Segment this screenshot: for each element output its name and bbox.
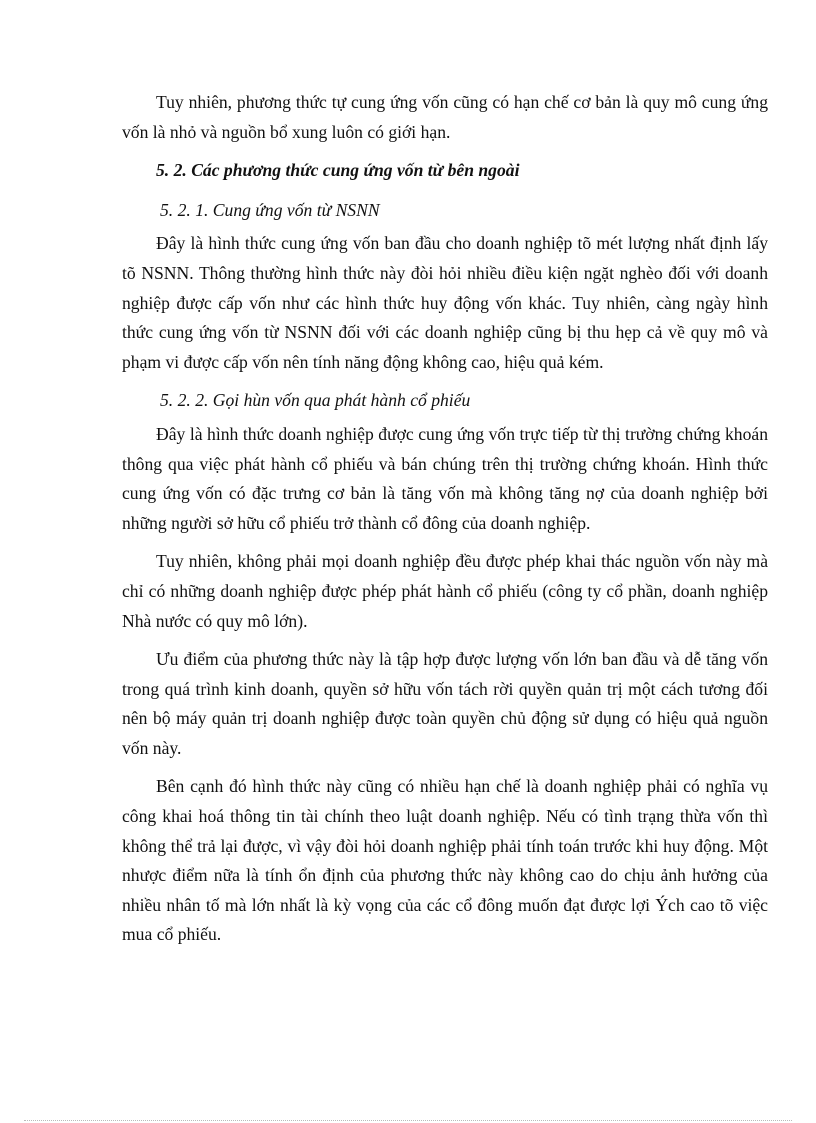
paragraph: Bên cạnh đó hình thức này cũng có nhiều hạn chế là doanh nghiệp phải có nghĩa vụ công khai hoá thông tin tài chính theo luật doanh nghiệp. Nếu có tình trạng thừa vốn thì không thể trả lại được, vì vậy đòi hỏi doanh nghiệp phải tính toán trước khi huy động. Một nhược điểm nữa là tính ổn định của phương thức này không cao do chịu ảnh hưởng của nhiều nhân tố mà lớn nhất là kỳ vọng của các cổ đông muốn đạt được lợi Ých cao tõ việc mua cổ phiếu. bbox=[122, 776, 768, 945]
paragraph: Ưu điểm của phương thức này là tập hợp được lượng vốn lớn ban đầu và dễ tăng vốn trong quá trình kinh doanh, quyền sở hữu vốn tách rời quyền quản trị một cách tương đối nên bộ máy quản trị doanh nghiệp được toàn quyền chủ động sử dụng có hiệu quả nguồn vốn này. bbox=[122, 649, 768, 758]
paragraph: Đây là hình thức cung ứng vốn ban đầu cho doanh nghiệp tõ mét lượng nhất định lấy tõ NSNN. Thông thường hình thức này đòi hỏi nhiều điều kiện ngặt nghèo đối với doanh nghiệp được cấp vốn như các hình thức huy động vốn khác. Tuy nhiên, càng ngày hình thức cung ứng vốn từ NSNN đối với các doanh nghiệp cũng bị thu hẹp cả về quy mô và phạm vi được cấp vốn nên tính năng động không cao, hiệu quả kém. bbox=[122, 233, 768, 372]
page-footer-divider bbox=[24, 1120, 792, 1121]
paragraph: Tuy nhiên, phương thức tự cung ứng vốn cũng có hạn chế cơ bản là quy mô cung ứng vốn là nhỏ và nguồn bổ xung luôn có giới hạn. bbox=[122, 92, 768, 142]
paragraph: Tuy nhiên, không phải mọi doanh nghiệp đều được phép khai thác nguồn vốn này mà chỉ có những doanh nghiệp được phép phát hành cổ phiếu (công ty cổ phần, doanh nghiệp Nhà nước có quy mô lớn). bbox=[122, 551, 768, 631]
section-heading: 5. 2. Các phương thức cung ứng vốn từ bên ngoài bbox=[156, 160, 520, 181]
subsection-heading: 5. 2. 1. Cung ứng vốn từ NSNN bbox=[160, 199, 380, 220]
paragraph: Đây là hình thức doanh nghiệp được cung ứng vốn trực tiếp từ thị trường chứng khoán thông qua việc phát hành cổ phiếu và bán chúng trên thị trường chứng khoán. Hình thức cung ứng vốn có đặc trưng cơ bản là tăng vốn mà không tăng nợ của doanh nghiệp bởi những người sở hữu cổ phiếu trở thành cổ đông của doanh nghiệp. bbox=[122, 423, 768, 533]
document-body bbox=[122, 88, 768, 959]
subsection-heading: 5. 2. 2. Gọi hùn vốn qua phát hành cổ phiếu bbox=[160, 390, 471, 411]
